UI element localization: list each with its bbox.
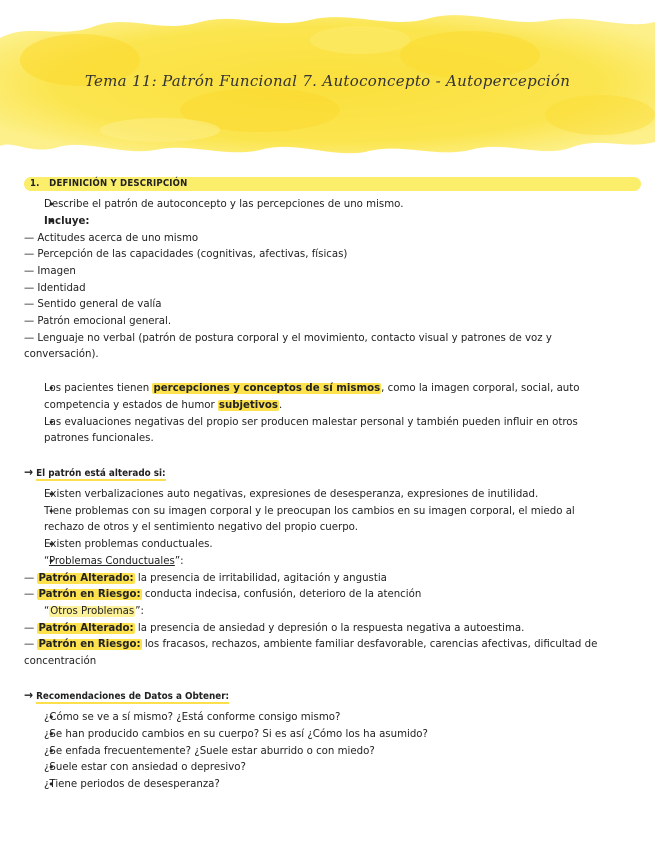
paragraph-pacientes bbox=[44, 381, 580, 397]
quote: “ bbox=[44, 556, 49, 567]
list-item: — Imagen bbox=[24, 266, 76, 277]
quote: ”: bbox=[135, 606, 144, 617]
list-item: — Patrón emocional general. bbox=[24, 316, 172, 327]
list-item: Existen problemas conductuales. bbox=[44, 539, 213, 550]
list-item: Existen verbalizaciones auto negativas, expresiones de desesperanza, expresiones de inutilidad. bbox=[44, 489, 539, 500]
list-item: — Sentido general de valía bbox=[24, 299, 162, 310]
arrow-icon: → bbox=[24, 688, 34, 702]
list-item: — Actitudes acerca de uno mismo bbox=[24, 233, 199, 244]
highlight: Patrón Alterado: bbox=[38, 623, 134, 634]
dash: — bbox=[24, 573, 38, 584]
op-riesgo-line bbox=[24, 637, 597, 653]
list-item: ¿Suele estar con ansiedad o depresivo? bbox=[44, 762, 246, 773]
text: , como la imagen corporal, social, auto bbox=[381, 383, 580, 394]
list-item: ¿Se enfada frecuentemente? ¿Suele estar aburrido o con miedo? bbox=[44, 746, 375, 757]
page-title: Tema 11: Patrón Funcional 7. Autoconcepto - Autopercepción bbox=[84, 72, 571, 90]
incluye-label bbox=[44, 214, 89, 230]
list-item: — Identidad bbox=[24, 283, 86, 294]
text: competencia y estados de humor bbox=[44, 400, 218, 411]
quote: “ bbox=[44, 606, 50, 617]
list-item: ¿Tiene periodos de desesperanza? bbox=[44, 779, 220, 790]
subsection-title: Recomendaciones de Datos a Obtener: bbox=[36, 691, 230, 702]
pc-alterado-line bbox=[24, 571, 387, 587]
arrow-icon: → bbox=[24, 465, 34, 479]
subsection-heading-recomendaciones bbox=[24, 688, 229, 702]
section-title: DEFINICIÓN Y DESCRIPCIÓN bbox=[49, 178, 188, 189]
incluye-colon: : bbox=[85, 216, 90, 227]
paragraph-evaluaciones-cont: patrones funcionales. bbox=[44, 433, 154, 444]
problemas-conductuales-label bbox=[44, 554, 184, 570]
text: . bbox=[279, 400, 283, 411]
highlight: percepciones y conceptos de sí mismos bbox=[153, 383, 381, 394]
otros-problemas-label bbox=[44, 604, 144, 620]
list-item: — Lenguaje no verbal (patrón de postura corporal y el movimiento, contacto visual y patrones de voz y bbox=[24, 333, 552, 344]
dash: — bbox=[24, 589, 38, 600]
paragraph-evaluaciones: Las evaluaciones negativas del propio ser producen malestar personal y también pueden influir en otros bbox=[44, 417, 578, 428]
dash: — bbox=[24, 623, 38, 634]
highlight: Otros Problemas bbox=[50, 606, 135, 617]
incluye-text: Incluye bbox=[44, 216, 86, 227]
list-item: — Percepción de las capacidades (cognitivas, afectivas, físicas) bbox=[24, 249, 348, 260]
subsection-heading-alterado bbox=[24, 465, 166, 479]
list-item-cont: rechazo de otros y el sentimiento negativo del propio cuerpo. bbox=[44, 522, 358, 533]
text: Los pacientes tienen bbox=[44, 383, 153, 394]
watercolor-banner bbox=[0, 0, 655, 160]
text: conducta indecisa, confusión, deterioro de la atención bbox=[141, 589, 422, 600]
underlined-text: Problemas Conductuales bbox=[48, 556, 175, 567]
dash: — bbox=[24, 639, 38, 650]
text: la presencia de irritabilidad, agitación y angustia bbox=[134, 573, 387, 584]
section-number: 1. bbox=[30, 178, 40, 189]
list-item: ¿Cómo se ve a sí mismo? ¿Está conforme consigo mismo? bbox=[44, 712, 341, 723]
list-item: Tiene problemas con su imagen corporal y le preocupan los cambios en su imagen corporal, el miedo al bbox=[44, 506, 575, 517]
paragraph-pacientes-cont bbox=[44, 398, 282, 414]
highlight: Patrón en Riesgo: bbox=[38, 589, 141, 600]
quote: ”: bbox=[174, 556, 184, 567]
pc-riesgo-line bbox=[24, 587, 421, 603]
list-item: ¿Se han producido cambios en su cuerpo? Si es así ¿Cómo los ha asumido? bbox=[44, 729, 428, 740]
op-alterado-line bbox=[24, 621, 524, 637]
section-heading bbox=[30, 178, 187, 189]
highlight: subjetivos bbox=[218, 400, 278, 411]
highlight: Patrón en Riesgo: bbox=[38, 639, 141, 650]
describe-text: Describe el patrón de autoconcepto y las percepciones de uno mismo. bbox=[44, 199, 404, 210]
text: la presencia de ansiedad y depresión o la respuesta negativa a autoestima. bbox=[134, 623, 525, 634]
list-item: conversación). bbox=[24, 349, 99, 360]
highlight: Patrón Alterado: bbox=[38, 573, 134, 584]
text: los fracasos, rechazos, ambiente familiar desfavorable, carencias afectivas, dificultad de bbox=[141, 639, 598, 650]
subsection-title: El patrón está alterado si: bbox=[36, 468, 166, 479]
op-riesgo-cont: concentración bbox=[24, 656, 97, 667]
